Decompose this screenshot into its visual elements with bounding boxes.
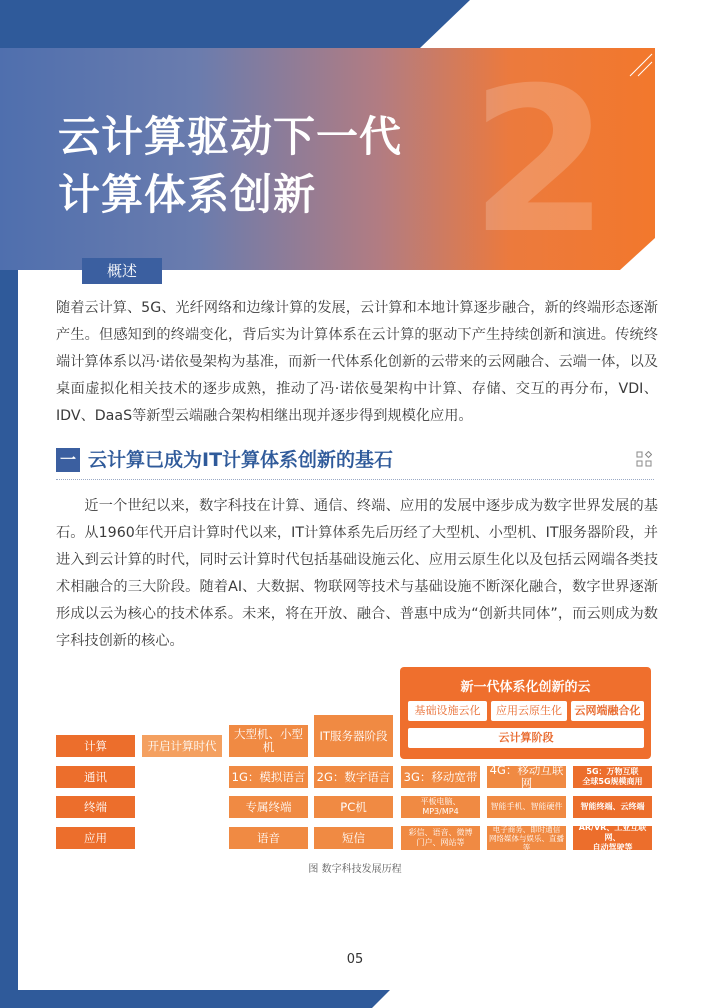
- comm-3g: 3G：移动宽带: [401, 766, 480, 788]
- terminal-pc: PC机: [314, 796, 393, 818]
- compute-era-server: IT服务器阶段: [314, 715, 393, 757]
- compute-era-mainframe: 大型机、小型机: [229, 725, 308, 757]
- comm-5g: [573, 766, 652, 788]
- comm-5g-line2: 全球5G规模商用: [582, 777, 643, 786]
- app-arvr-line1: AR/VR、工业互联网、: [578, 823, 647, 842]
- bottom-decor-band: [0, 990, 390, 1008]
- top-decor-band: [0, 0, 470, 48]
- chapter-number: 2: [470, 45, 610, 278]
- comm-5g-line1: 5G：万物互联: [586, 767, 639, 776]
- page-number: 05: [346, 952, 364, 967]
- comm-4g: 4G：移动互联网: [487, 766, 566, 788]
- app-ecommerce: [487, 826, 566, 850]
- row-label-terminal: 终端: [56, 796, 135, 818]
- terminal-tablet: 平板电脑、MP3/MP4: [401, 796, 480, 818]
- chapter-title-line1: 云计算驱动下一代: [58, 112, 403, 161]
- cloud-panel: [400, 667, 651, 759]
- chapter-title: [58, 108, 402, 224]
- overview-paragraph: 随着云计算、5G、光纤网络和边缘计算的发展，云计算和本地计算逐步融合，新的终端形态逐渐产生。但感知到的终端变化，背后实为计算体系在云计算的驱动下产生持续创新和演进。传统终端计算体系以冯·诺依曼架构为基准，而新一代体系化创新的云带来的云网融合、云端一体，以及桌面虚拟化相关技术的逐步成熟，推动了冯·诺依曼架构中计算、存储、交互的再分布，VDI、IDV、DaaS等新型云端融合架构相继出现并逐步得到规模化应用。: [56, 300, 658, 424]
- terminal-smartphone: 智能手机、智能硬件: [487, 796, 566, 818]
- grid-shapes-icon: [636, 451, 652, 467]
- overview-tag: 概述: [82, 258, 162, 284]
- section-divider: [56, 479, 654, 480]
- app-mms-line1: 彩信、语音、微博: [408, 828, 473, 837]
- section-title: 云计算已成为IT计算体系创新的基石: [88, 449, 394, 471]
- figure-caption: 图 数字科技发展历程: [308, 864, 402, 875]
- app-mms-line2: 门户、网站等: [416, 838, 465, 847]
- app-voice: 语音: [229, 827, 308, 849]
- comm-1g: 1G：模拟语言: [229, 766, 308, 788]
- cloud-item-infra: 基础设施云化: [408, 701, 487, 721]
- app-ecommerce-line2: 网络媒体与娱乐、直播等: [489, 833, 564, 852]
- app-arvr: [573, 823, 652, 852]
- section-heading: [56, 446, 658, 476]
- row-label-app: 应用: [56, 827, 135, 849]
- terminal-dedicated: 专属终端: [229, 796, 308, 818]
- app-sms: 短信: [314, 827, 393, 849]
- section-number: 一: [56, 448, 80, 472]
- terminal-cloud: 智能终端、云终端: [573, 796, 652, 818]
- cloud-panel-title: 新一代体系化创新的云: [460, 680, 591, 695]
- comm-2g: 2G：数字语言: [314, 766, 393, 788]
- app-mms: [401, 826, 480, 850]
- cloud-stage-label: 云计算阶段: [408, 728, 644, 748]
- chapter-title-line2: 计算体系创新: [58, 170, 317, 219]
- row-label-compute: 计算: [56, 735, 135, 757]
- cloud-item-fusion: 云网端融合化: [571, 701, 644, 721]
- row-label-comm: 通讯: [56, 766, 135, 788]
- section-paragraph: 近一个世纪以来，数字科技在计算、通信、终端、应用的发展中逐步成为数字世界发展的基石。从1960年代开启计算时代以来，IT计算体系先后历经了大型机、小型机、IT服务器阶段，并进入到云计算的时代，同时云计算时代包括基础设施云化、应用云原生化以及包括云网端各类技术相融合的三大阶段。随着AI、大数据、物联网等技术与基础设施不断深化融合，数字世界逐渐形成以云为核心的技术体系。未来，将在开放、融合、普惠中成为“创新共同体”，而云则成为数字科技创新的核心。: [56, 498, 658, 649]
- corner-lines-icon: [628, 52, 654, 78]
- cloud-item-native: 应用云原生化: [491, 701, 567, 721]
- compute-era-start: 开启计算时代: [142, 735, 222, 757]
- app-ecommerce-line1: 电子商务、即时通信: [492, 824, 561, 834]
- app-arvr-line2: 自动驾驶等: [592, 843, 633, 852]
- side-decor-band: [0, 270, 18, 1008]
